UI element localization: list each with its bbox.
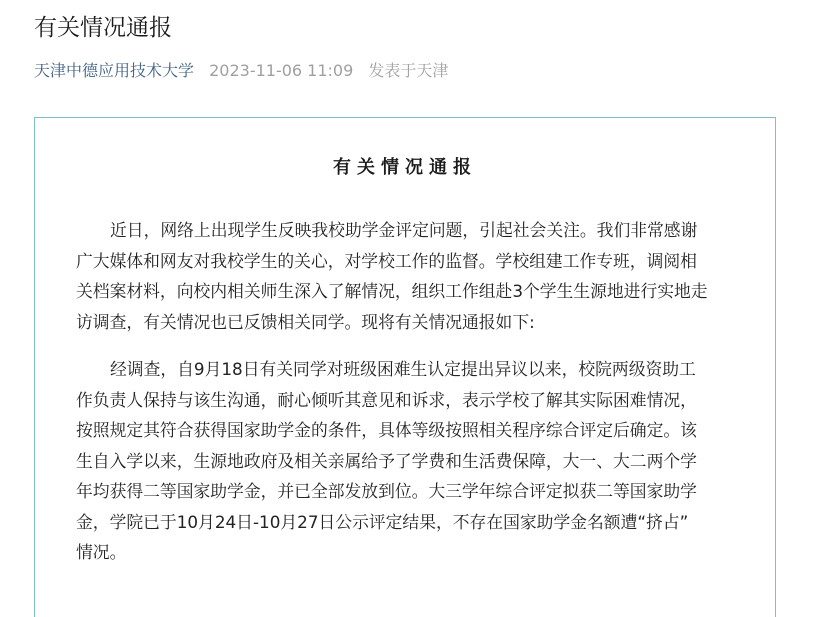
paragraph-line: 金，学院已于10月24日-10月27日公示评定结果，不存在国家助学金名额遭“挤占”: [76, 511, 689, 532]
paragraph-line: 访调查，有关情况也已反馈相关同学。现将有关情况通报如下:: [76, 311, 535, 332]
paragraph-line: 关档案材料，向校内相关师生深入了解情况，组织工作组赴3个学生生源地进行实地走: [76, 281, 708, 301]
paragraph-line: 作负责人保持与该生沟通，耐心倾听其意见和诉求，表示学校了解其实际困难情况，: [76, 389, 697, 410]
paragraph-line: 近日，网络上出现学生反映我校助学金评定问题，引起社会关注。我们非常感谢: [110, 220, 698, 240]
notice-paragraph-1: [76, 215, 740, 337]
paragraph-line: 广大媒体和网友对我校学生的关心，对学校工作的监督。学校组建工作专班，调阅相: [76, 250, 697, 271]
article-meta: [34, 58, 448, 84]
article-title: 有关情况通报: [34, 15, 172, 41]
author-link[interactable]: 天津中德应用技术大学: [34, 61, 195, 80]
paragraph-line: 情况。: [76, 542, 127, 562]
paragraph-line: 生自入学以来，生源地政府及相关亲属给予了学费和生活费保障，大一、大二两个学: [76, 450, 697, 471]
notice-heading: 有关情况通报: [333, 157, 477, 178]
notice-paragraph-2: [76, 354, 740, 568]
notice-content-box: [34, 117, 776, 617]
publish-location: 发表于天津: [368, 61, 449, 80]
publish-time: 2023-11-06 11:09: [209, 61, 354, 80]
paragraph-line: 年均获得二等国家助学金，并已全部发放到位。大三学年综合评定拟获二等国家助学: [76, 481, 697, 501]
paragraph-line: 经调查，自9月18日有关同学对班级困难生认定提出异议以来，校院两级资助工: [110, 359, 696, 379]
paragraph-line: 按照规定其符合获得国家助学金的条件，具体等级按照相关程序综合评定后确定。该: [76, 420, 697, 440]
